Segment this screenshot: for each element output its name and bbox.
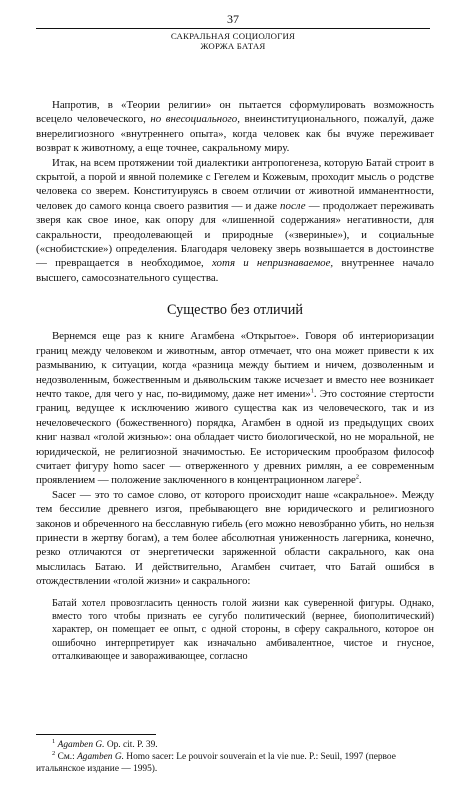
text-run: Итак, на всем протяжении той диалектики антропогенеза, которую Батай строит в скрытой, а порой и явной полемике с Гегелем и Кожевым, проходит мысль о родстве человека со зверем. Конституируясь в своем отличии от животной имманентности, человек до самого конца своего развития — и даже <box>36 156 434 212</box>
running-title-line-1: САКРАЛЬНАЯ СОЦИОЛОГИЯ <box>170 31 296 41</box>
text-run: — продолжает переживать зверя как свое иное, как опору для «лишенной содержания» негативности, для сакральности, преодолевающей и природные («звериные»), и социальные («снобистские») определения. Благодаря человеку зверь возвышается в достоинстве — превращается в необходимое, <box>36 199 435 270</box>
running-title-line-2: ЖОРЖА БАТАЯ <box>200 41 266 51</box>
page-number: 37 <box>227 12 239 26</box>
footnotes <box>36 734 434 775</box>
footnote-2 <box>36 751 434 775</box>
paragraph-2 <box>36 156 434 286</box>
footnote-mark: 2 <box>52 749 56 757</box>
paragraph-1 <box>36 98 434 156</box>
block-quote: Батай хотел провозгласить ценность голой жизни как суверенной фигуры. Однако, вместо того чтобы признать ее сугубо политический (вернее, биополитический) характер, он помещает ее опыт, с одной стороны, в сферу сакрального, которое он ошибочно интерпретирует как изначально амбивалентное, чистое и гнусное, отталкивающее и завораживающее, согласно <box>52 597 434 663</box>
text-run: Homo sacer: Le pouvoir souverain et la vie nue. P.: Seuil, 1997 (первое итальянское издание — 1995). <box>36 752 396 774</box>
header-rule <box>36 28 430 29</box>
italic-run: но внесоциального, <box>150 113 240 126</box>
paragraph-3 <box>36 329 434 487</box>
paragraph-4: Sacer — это то самое слово, от которого происходит наше «сакральное». Между тем бессилие древнего изгоя, пребывающего вне юридического и религиозного законов и обреченного на бесславную гибель (его можно невозбранно убить, но нельзя принести в жертву богам), а тем более абсолютная униженность лагерника, конечно, резко отличаются от энергетически заряженной области сакрального, как она мыслилась Батаю. И действительно, Агамбен считает, что Батай ошибся в отождествлении «голой жизни» и сакрального: <box>36 488 434 588</box>
italic-run: Agamben G. <box>77 752 124 762</box>
italic-run: Agamben G. <box>57 740 105 750</box>
page-body <box>36 98 434 664</box>
footnote-1 <box>36 739 434 751</box>
page-header <box>36 12 430 51</box>
footnote-mark: 1 <box>52 737 56 745</box>
footnote-ref-1[interactable]: 1 <box>310 387 314 395</box>
footnote-rule <box>36 734 156 735</box>
section-heading: Существо без отличий <box>167 302 303 319</box>
footnote-ref-2[interactable]: 2 <box>355 473 359 481</box>
italic-run: хотя и непризнаваемое, <box>211 257 334 270</box>
text-run: Напротив, в «Теории религии» он пытается сформулировать возможность всецело человеческого, <box>36 99 434 126</box>
text-run: . <box>358 474 362 487</box>
italic-run: после <box>280 199 306 212</box>
text-run: внеинституционального, пожалуй, даже внерелигиозного «внутреннего опыта», когда человек как бы вчуже переживает возврат к животному, а еще точнее, сакральному миру. <box>36 113 434 155</box>
text-run: См.: <box>55 752 78 762</box>
text-run: . Это состояние стертости границ, ведущее к исключению живого существа как из человеческого, так и из нечеловеческого (божественного) порядка, Агамбен в одной из предыдущих своих книг назвал «голой жизнью»: она обладает чисто биологической, но не моральной, не юридической, не религиозной значимостью. Ее историческим прообразом философ считает фигуру homo sacer — отверженного у древних римлян, а ее современным проявлением — положение заключенного в концентрационном лагере <box>36 387 434 487</box>
text-run: внутреннее начало высшего, самосознательного существа. <box>36 257 434 284</box>
text-run: Op. cit. P. 39. <box>104 740 158 750</box>
text-run: Вернемся еще раз к книге Агамбена «Открытое». Говоря об интериоризации границ между человеком и животным, автор отмечает, что она может привести к их размыванию, к ситуации, когда «разница между бытием и ничем, дозволенным и недозволенным, божественным и дьявольским также исчезает и вместо нее возникает нечто такое, для чего у нас, по-видимому, даже нет имени» <box>36 330 434 400</box>
